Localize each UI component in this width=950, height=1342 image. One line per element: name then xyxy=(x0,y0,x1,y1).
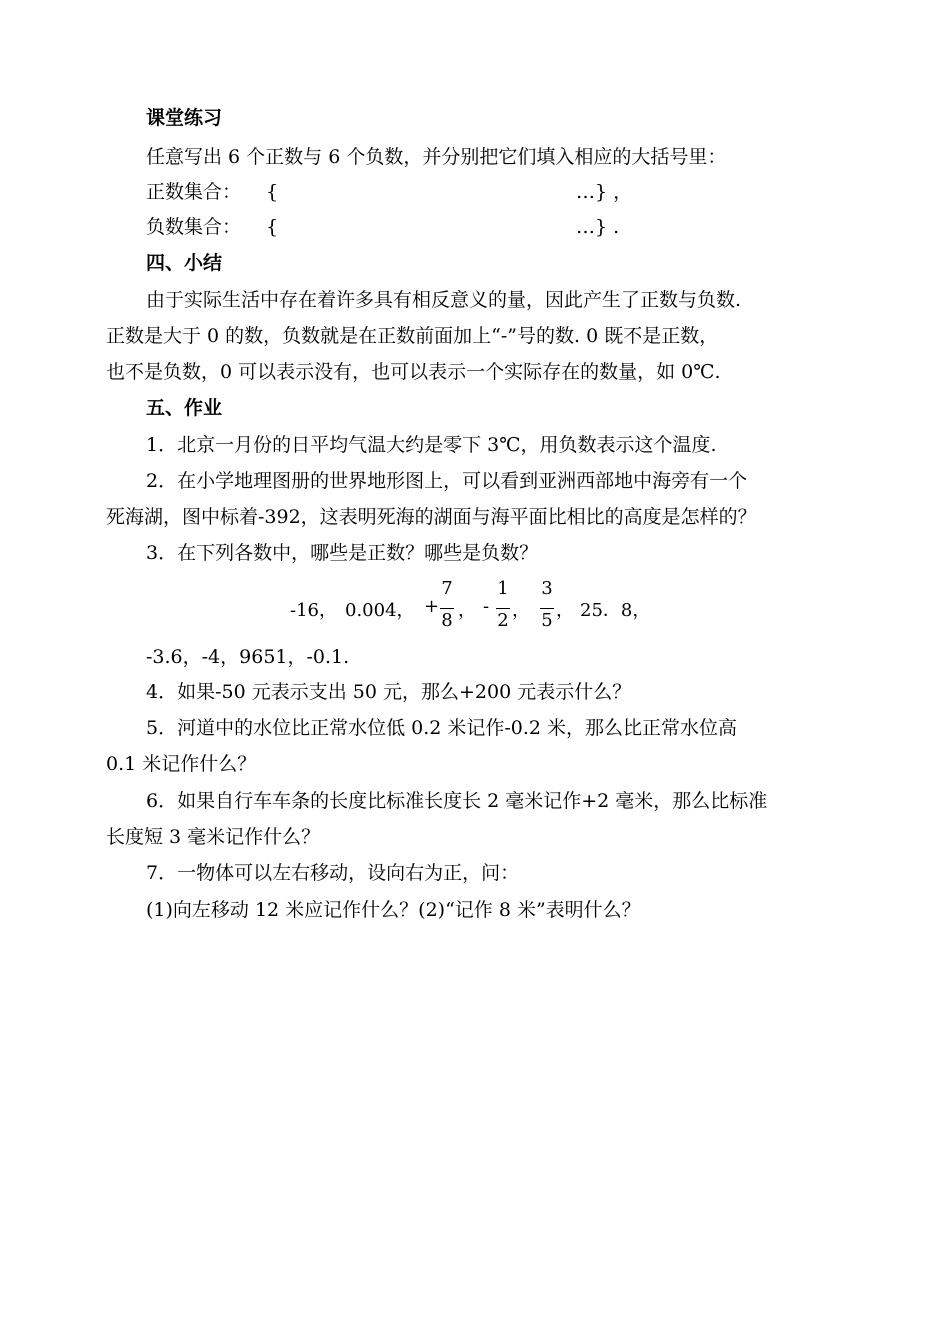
q3-fraction-e-bar xyxy=(540,608,554,609)
negative-close: …} . xyxy=(576,216,620,238)
homework-q2-line-2: 死海湖，图中标着-392，这表明死海的湖面与海平面比相比的高度是怎样的？ xyxy=(106,506,757,528)
q3-fraction-e-denominator: 5 xyxy=(541,610,553,631)
q3-sep-2: ， xyxy=(512,600,530,621)
negative-set-label: 负数集合： xyxy=(146,216,242,238)
summary-line-2: 正数是大于 0 的数，负数就是在正数前面加上“-”号的数. 0 既不是正数， xyxy=(106,325,719,347)
q3-fraction-c-numerator: 7 xyxy=(441,578,453,599)
homework-q3: 3．在下列各数中，哪些是正数？哪些是负数？ xyxy=(146,542,539,564)
positive-open-brace: { xyxy=(266,181,279,203)
practice-heading: 课堂练习 xyxy=(146,107,223,129)
homework-q7-line-2: (1)向左移动 12 米应记作什么？(2)“记作 8 米”表明什么？ xyxy=(146,899,641,921)
q3-fraction-c-bar xyxy=(440,608,454,609)
q3-fraction-c-denominator: 8 xyxy=(441,610,453,631)
positive-close: …} ， xyxy=(576,181,633,203)
summary-heading: 四、小结 xyxy=(146,252,223,274)
negative-open-brace: { xyxy=(266,216,279,238)
homework-q7-line-1: 7．一物体可以左右移动，设向右为正，问： xyxy=(146,862,520,884)
q3-fraction-d-bar xyxy=(496,608,510,609)
homework-q1: 1．北京一月份的日平均气温大约是零下 3℃，用负数表示这个温度. xyxy=(146,434,717,456)
q3-sep-3: ， xyxy=(556,600,574,621)
practice-instruction: 任意写出 6 个正数与 6 个负数，并分别把它们填入相应的大括号里： xyxy=(146,146,727,168)
q3-sign-c: + xyxy=(424,596,440,617)
q3-num-b: 0.004， xyxy=(345,600,415,621)
q3-fraction-d-denominator: 2 xyxy=(497,610,509,631)
homework-q5-line-2: 0.1 米记作什么？ xyxy=(106,753,257,775)
positive-set-row xyxy=(146,180,666,204)
homework-q6-line-1: 6．如果自行车车条的长度比标准长度长 2 毫米记作+2 毫米，那么比标准 xyxy=(146,790,768,812)
q3-num-a: -16， xyxy=(290,600,337,621)
homework-q4: 4．如果-50 元表示支出 50 元，那么+200 元表示什么？ xyxy=(146,681,632,703)
homework-heading: 五、作业 xyxy=(146,397,223,419)
homework-q5-line-1: 5．河道中的水位比正常水位低 0.2 米记作-0.2 米，那么比正常水位高 xyxy=(146,717,738,739)
summary-line-3: 也不是负数，0 可以表示没有，也可以表示一个实际存在的数量，如 0℃. xyxy=(106,361,721,383)
q3-fraction-d-numerator: 1 xyxy=(497,578,509,599)
q3-sep-1: ， xyxy=(458,600,476,621)
homework-q6-line-2: 长度短 3 毫米记作什么？ xyxy=(106,826,321,848)
q3-fraction-e-numerator: 3 xyxy=(541,578,553,599)
q3-sign-d: - xyxy=(483,596,490,617)
summary-line-1: 由于实际生活中存在着许多具有相反意义的量，因此产生了正数与负数. xyxy=(146,289,742,311)
homework-q2-line-1: 2．在小学地理图册的世界地形图上，可以看到亚洲西部地中海旁有一个 xyxy=(146,470,748,492)
homework-q3-line-2: -3.6，-4，9651，-0.1. xyxy=(146,646,350,668)
positive-set-label: 正数集合： xyxy=(146,181,242,203)
q3-num-f: 25．8， xyxy=(580,600,651,621)
negative-set-row xyxy=(146,215,666,239)
